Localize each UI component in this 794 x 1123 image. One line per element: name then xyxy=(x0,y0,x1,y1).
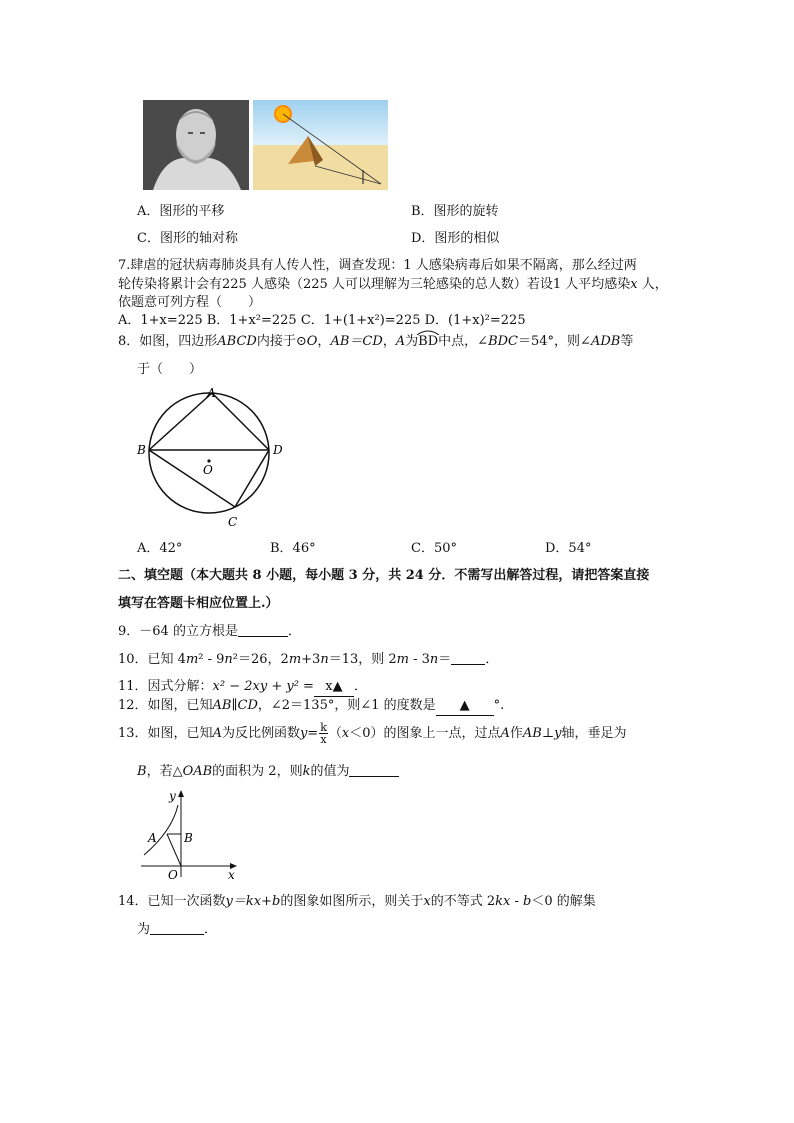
q8-point-a: A xyxy=(395,334,406,349)
q10-m1: m xyxy=(185,652,199,667)
q7-line-2 xyxy=(118,276,668,294)
label-o: O xyxy=(203,463,213,477)
q10-n1: n xyxy=(224,652,233,667)
label-c: C xyxy=(228,515,238,529)
q14-line-2 xyxy=(137,920,217,939)
circle-o xyxy=(149,393,269,513)
q13-i: 的值为 xyxy=(310,764,350,779)
q11 xyxy=(118,678,367,697)
q10-e: ²＝26，2 xyxy=(232,652,289,667)
q8-quad: ABCD xyxy=(217,334,257,349)
q14-function: y＝kx+b xyxy=(225,894,281,909)
q9-text: 9．－64 的立方根是 xyxy=(118,624,238,639)
q12-parallel: AB∥CD xyxy=(212,698,258,713)
label-b: B xyxy=(184,831,193,845)
segment-oa xyxy=(167,834,181,866)
q13-answer-blank[interactable] xyxy=(349,762,399,777)
label-o: O xyxy=(168,868,178,882)
q8-equation: AB＝CD xyxy=(330,334,383,349)
q14-c: 的不等式 2 xyxy=(430,894,496,909)
label-a: A xyxy=(207,386,216,400)
q14-f: 为 xyxy=(137,922,151,937)
q13-y: y= xyxy=(299,726,319,741)
q8-arc-label: BD xyxy=(418,334,439,349)
q13-point-a: A xyxy=(212,726,222,741)
q14-a: 14．已知一次函数 xyxy=(118,894,226,909)
q8-text-h: 等 xyxy=(620,334,634,349)
q10-eq: ＝ xyxy=(438,652,452,667)
q13-b: 为反比例函数 xyxy=(221,726,300,741)
q13-cond-x: x xyxy=(341,726,350,741)
q13-perp: AB⊥y xyxy=(522,726,562,741)
label-b: B xyxy=(137,443,146,457)
label-y: y xyxy=(169,789,176,803)
q8-line-1 xyxy=(118,333,633,351)
q6-option-d[interactable]: D．图形的相似 xyxy=(411,231,500,246)
q9-end: ． xyxy=(287,624,301,639)
section-2-heading-line-2: 填写在答题卡相应位置上.） xyxy=(118,596,279,611)
q6-option-c[interactable]: C．图形的轴对称 xyxy=(137,231,238,246)
q11-answer: x▲ xyxy=(325,679,343,694)
q14-d: - xyxy=(510,894,523,909)
q13-h: 的面积为 2，则 xyxy=(212,764,303,779)
section-2-heading: 二、填空题（本大题共 8 小题，每小题 3 分，共 24 分．不需写出解答过程，请把答案直接 xyxy=(118,568,650,583)
q8-text-g: ＝54°，则∠ xyxy=(518,334,591,349)
q10-g: +3 xyxy=(301,652,321,667)
q11-answer-blank[interactable] xyxy=(314,678,354,697)
q8-text-a: 8．如图，四边形 xyxy=(118,334,218,349)
q6-option-a[interactable]: A．图形的平移 xyxy=(137,204,225,219)
q10-n2: n xyxy=(320,652,329,667)
q13-f: 轴，垂足为 xyxy=(561,726,627,741)
q13-e: 作 xyxy=(509,726,523,741)
q7-line-2-text: 轮传染将累计会有225 人感染（225 人可以理解为三轮感染的总人数）若设1 人平均感染 xyxy=(118,277,631,292)
arc-mark-icon xyxy=(416,329,440,335)
q12-answer: ▲ xyxy=(459,698,470,713)
q8-text-c: ， xyxy=(317,334,331,349)
bust-illustration xyxy=(143,100,249,190)
q6-option-b[interactable]: B．图形的旋转 xyxy=(411,204,499,219)
q13-fraction xyxy=(319,722,328,745)
q7-line-2-end: 人， xyxy=(637,277,668,292)
q13-k: k xyxy=(302,764,311,779)
q14-end: ． xyxy=(204,922,218,937)
label-a: A xyxy=(148,831,157,845)
q8-option-b[interactable]: B．46° xyxy=(270,541,316,556)
q14-b: 的图象如图所示，则关于 xyxy=(280,894,424,909)
q10-c: ² - 9 xyxy=(198,652,225,667)
q8-option-d[interactable]: D．54° xyxy=(545,541,592,556)
q9-answer-blank[interactable] xyxy=(238,622,288,637)
q14-line-1 xyxy=(118,893,596,911)
q10 xyxy=(118,650,498,669)
q13-line-1 xyxy=(118,722,626,745)
pyramid-photo xyxy=(253,100,388,190)
q12-answer-blank[interactable] xyxy=(436,697,494,716)
q10-m2: m xyxy=(288,652,302,667)
q13-point-a-2: A xyxy=(500,726,510,741)
q11-expression: x² − 2xy + y² = xyxy=(212,679,314,694)
q10-m3: m xyxy=(396,652,409,667)
q13-d: ＜0）的图象上一点，过点 xyxy=(349,726,501,741)
q7-line-1: 7.肆虐的冠状病毒肺炎具有人传人性，调查发现：1 人感染病毒后如果不隔离，那么经过两 xyxy=(118,258,637,273)
q13-a: 13．如图，已知 xyxy=(118,726,213,741)
q8-arc xyxy=(418,333,438,351)
q14-kx: kx xyxy=(495,894,511,909)
q10-end: ． xyxy=(485,652,499,667)
q9 xyxy=(118,622,301,641)
q13-line-2 xyxy=(137,762,399,781)
q14-e: ＜0 的解集 xyxy=(531,894,596,909)
pyramid-illustration xyxy=(253,100,388,190)
q8-target: ADB xyxy=(590,334,621,349)
q13-point-b: B xyxy=(137,764,147,779)
q12-a: 12．如图，已知 xyxy=(118,698,213,713)
q8-angle: BDC xyxy=(488,334,518,349)
y-axis-arrow-icon xyxy=(178,790,184,797)
q11-text: 11．因式分解： xyxy=(118,679,213,694)
q7-options[interactable]: A．1+x=225 B．1+x²=225 C．1+(1+x²)=225 D．(1+x)²=225 xyxy=(118,313,526,328)
q8-text-f: 中点，∠ xyxy=(438,334,489,349)
label-x: x xyxy=(228,868,235,882)
q7-variable: x xyxy=(630,277,638,292)
q10-k: - 3 xyxy=(408,652,430,667)
q12-end: °. xyxy=(493,698,505,713)
q14-answer-blank[interactable] xyxy=(150,920,204,935)
q8-option-c[interactable]: C．50° xyxy=(411,541,457,556)
q13-numerator: k xyxy=(320,721,327,734)
q12-b: ，∠2＝135°，则∠1 的度数是 xyxy=(257,698,436,713)
q10-a: 10．已知 4 xyxy=(118,652,186,667)
q14-b-var: b xyxy=(522,894,532,909)
q8-text-e: 为 xyxy=(405,334,419,349)
q10-answer-blank[interactable] xyxy=(451,650,485,665)
q14-x: x xyxy=(423,894,431,909)
q11-end: ． xyxy=(353,679,367,694)
q8-text-b: 内接于⊙ xyxy=(256,334,307,349)
q8-line-2: 于（ ） xyxy=(137,362,203,377)
q7-line-3: 依题意可列方程（ ） xyxy=(118,295,262,310)
q13-g: ，若△ xyxy=(146,764,183,779)
q13-triangle: OAB xyxy=(182,764,213,779)
q8-option-a[interactable]: A．42° xyxy=(137,541,183,556)
q8-text-d: ， xyxy=(382,334,396,349)
q13-c: （ xyxy=(328,726,342,741)
label-d: D xyxy=(273,443,283,457)
q13-graph xyxy=(138,787,248,882)
q12 xyxy=(118,697,504,716)
bust-photo xyxy=(143,100,249,190)
q8-circle-name: O xyxy=(306,334,318,349)
q8-circle-diagram xyxy=(133,385,293,535)
q10-n3: n xyxy=(429,652,439,667)
q13-denominator: x xyxy=(320,733,327,746)
q10-i: ＝13，则 2 xyxy=(328,652,397,667)
